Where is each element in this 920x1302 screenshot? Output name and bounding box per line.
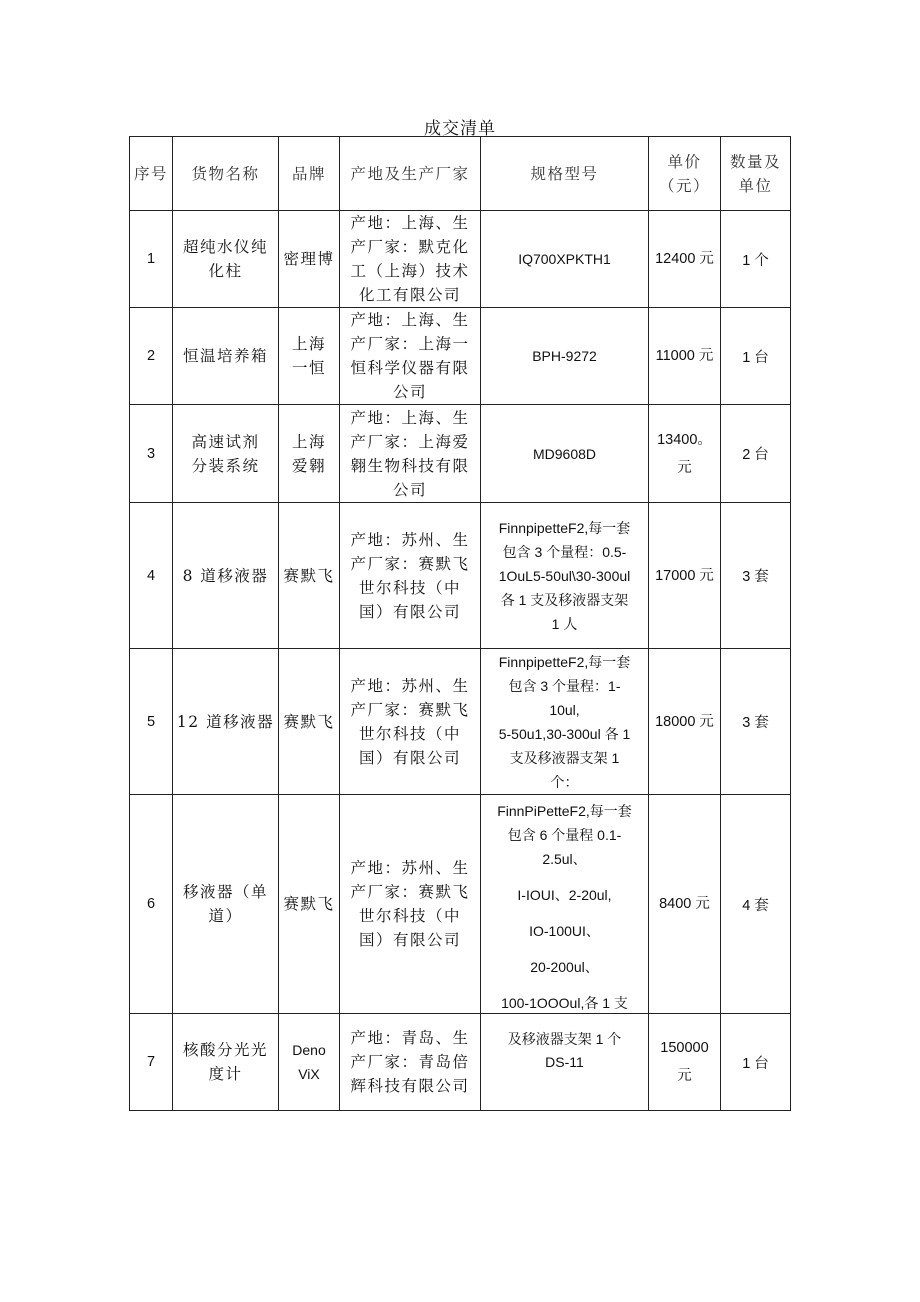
- cell-spec: [481, 503, 649, 649]
- spec-clip: [484, 799, 645, 1047]
- origin-line: 产地：苏州、生: [350, 859, 470, 877]
- origin-line: 产厂家：赛默飞: [350, 554, 470, 573]
- table-row: [130, 795, 791, 1014]
- name-line: 度计: [208, 1065, 243, 1083]
- cell-origin: [340, 795, 481, 1014]
- cell-name: [173, 211, 279, 308]
- origin-line: 产地：苏州、生: [350, 676, 470, 695]
- cell-index: 5: [130, 649, 173, 795]
- cell-name: [173, 1014, 279, 1111]
- cell-spec: [481, 795, 649, 1047]
- origin-line: 国）有限公司: [358, 602, 461, 621]
- header-origin: 产地及生产厂家: [340, 137, 481, 211]
- price-line: 元: [677, 1068, 692, 1084]
- spec-line: 及移液器支架 1 个: [507, 1031, 622, 1047]
- name-line: 12 道移液器: [176, 712, 275, 731]
- cell-origin: [340, 211, 481, 308]
- origin-line: 产厂家：青岛倍: [350, 1053, 470, 1071]
- origin-line: 世尔科技（中: [358, 907, 461, 925]
- cell-index: 4: [130, 503, 173, 649]
- spec-line: 包含 6 个量程 0.1-: [507, 827, 622, 843]
- origin-line: 产厂家：赛默飞: [350, 700, 470, 719]
- cell-name: [173, 308, 279, 405]
- name-line: 8 道移液器: [182, 566, 269, 585]
- origin-line: 产厂家：上海一: [350, 335, 470, 353]
- origin-line: 工（上海）技术: [350, 262, 470, 280]
- spec-line: 5-50u1,30-300ul 各 1: [498, 725, 631, 742]
- brand-line: ViX: [298, 1066, 320, 1082]
- brand-line: 赛默飞: [283, 712, 335, 731]
- table-row: [130, 405, 791, 503]
- name-line: 恒温培养箱: [182, 347, 268, 365]
- spec-line: 1 人: [551, 615, 578, 632]
- brand-line: 赛默飞: [283, 895, 335, 913]
- header-qty-unit: 单位: [738, 176, 773, 195]
- cell-name: [173, 795, 279, 1014]
- spec-line: IO-100UI、: [529, 923, 600, 939]
- header-qty-line: 数量及: [729, 152, 781, 171]
- spec-line: DS-11: [545, 1054, 584, 1070]
- deal-table: [129, 136, 791, 1111]
- origin-line: 化工有限公司: [358, 286, 461, 304]
- cell-index: 2: [130, 308, 173, 405]
- spec-line: FinnpipetteF2,每一套: [498, 519, 631, 536]
- cell-price: [649, 308, 721, 405]
- name-line: 高速试剂: [191, 432, 260, 451]
- spec-line: 10ul,: [549, 701, 580, 718]
- table-row: [130, 649, 791, 795]
- cell-name: [173, 405, 279, 503]
- brand-line: 上海: [291, 335, 326, 353]
- spec-line: FinnpipetteF2,每一套: [498, 653, 631, 670]
- origin-line: 产地：青岛、生: [350, 1029, 470, 1047]
- price-line: 11000 元: [655, 348, 714, 364]
- cell-brand: [279, 405, 340, 503]
- cell-price: [649, 649, 721, 795]
- cell-brand: [279, 795, 340, 1014]
- origin-line: 产地：苏州、生: [350, 530, 470, 549]
- cell-price: [649, 503, 721, 649]
- spec-line: 各 1 支及移液器支架: [500, 591, 629, 608]
- spec-line: IQ700XPKTH1: [518, 251, 611, 267]
- cell-spec: [481, 308, 649, 405]
- cell-index: 3: [130, 405, 173, 503]
- cell-index: 7: [130, 1014, 173, 1111]
- spec-line: BPH-9272: [532, 348, 597, 364]
- header-qty: [721, 137, 791, 211]
- cell-qty: 4 套: [721, 795, 791, 1014]
- price-line: 17000 元: [655, 567, 714, 584]
- price-line: 18000 元: [655, 713, 714, 730]
- origin-line: 公司: [392, 480, 427, 499]
- cell-price: [649, 1014, 721, 1111]
- origin-line: 产地：上海、生: [350, 214, 470, 232]
- spec-line: 包含 3 个量程：0.5-: [502, 543, 627, 560]
- cell-price: [649, 211, 721, 308]
- cell-index: 1: [130, 211, 173, 308]
- brand-line: 密理博: [283, 250, 335, 268]
- cell-qty: 1 台: [721, 308, 791, 405]
- price-line: 8400 元: [659, 896, 710, 912]
- price-line: 13400。: [657, 431, 712, 448]
- brand-line: 赛默飞: [283, 566, 335, 585]
- name-line: 超纯水仪纯: [182, 238, 268, 256]
- origin-line: 公司: [392, 383, 427, 401]
- cell-spec: [481, 649, 649, 795]
- cell-name: [173, 649, 279, 795]
- origin-line: 恒科学仪器有限: [350, 359, 470, 377]
- brand-line: 上海: [291, 432, 326, 451]
- cell-origin: [340, 308, 481, 405]
- cell-name: [173, 503, 279, 649]
- origin-line: 产厂家：默克化: [350, 238, 470, 256]
- cell-origin: [340, 1014, 481, 1111]
- cell-origin: [340, 649, 481, 795]
- origin-line: 产地：上海、生: [350, 311, 470, 329]
- origin-line: 产厂家：上海爱: [350, 432, 470, 451]
- spec-line: 支及移液器支架 1: [509, 749, 620, 766]
- spec-line: MD9608D: [532, 445, 597, 462]
- table-header-row: [130, 137, 791, 211]
- table-row: [130, 1014, 791, 1111]
- spec-line: 个：: [550, 773, 579, 790]
- cell-brand: [279, 308, 340, 405]
- brand-line: 一恒: [291, 359, 326, 377]
- cell-spec: [481, 211, 649, 308]
- header-price-line: 单价: [667, 152, 702, 171]
- cell-price: [649, 795, 721, 1014]
- origin-line: 世尔科技（中: [358, 724, 461, 743]
- price-line: 元: [677, 459, 692, 476]
- origin-line: 翱生物科技有限: [350, 456, 470, 475]
- cell-brand: [279, 649, 340, 795]
- price-line: 12400 元: [655, 251, 714, 267]
- spec-line: 包含 3 个量程：1-: [508, 677, 621, 694]
- origin-line: 世尔科技（中: [358, 578, 461, 597]
- name-line: 核酸分光光: [182, 1041, 268, 1059]
- header-brand: 品牌: [279, 137, 340, 211]
- document-title: 成交清单: [424, 119, 496, 139]
- cell-price: [649, 405, 721, 503]
- name-line: 道）: [208, 907, 243, 925]
- origin-line: 辉科技有限公司: [350, 1077, 470, 1095]
- cell-qty: 1 台: [721, 1014, 791, 1111]
- cell-qty: 2 台: [721, 405, 791, 503]
- table-row: [130, 211, 791, 308]
- origin-line: 国）有限公司: [358, 931, 461, 949]
- spec-line: 100-1OOOul,各 1 支: [501, 995, 628, 1011]
- spec-line: I-IOUI、2-20ul,: [517, 887, 612, 903]
- spec-line: 2.5ul、: [542, 851, 587, 867]
- table-row: [130, 503, 791, 649]
- origin-line: 产地：上海、生: [350, 408, 470, 427]
- cell-qty: 3 套: [721, 649, 791, 795]
- cell-index: 6: [130, 795, 173, 1014]
- spec-line: 1OuL5-50ul\30-300ul: [498, 567, 631, 584]
- name-line: 化柱: [208, 262, 243, 280]
- table-row: [130, 308, 791, 405]
- cell-origin: [340, 405, 481, 503]
- name-line: 分装系统: [191, 456, 260, 475]
- header-name: 货物名称: [173, 137, 279, 211]
- origin-line: 国）有限公司: [358, 748, 461, 767]
- cell-qty: 1 个: [721, 211, 791, 308]
- header-index: 序号: [130, 137, 173, 211]
- header-price-unit: （元）: [658, 176, 710, 195]
- price-line: 150000: [660, 1040, 709, 1056]
- cell-origin: [340, 503, 481, 649]
- header-spec: 规格型号: [481, 137, 649, 211]
- brand-line: 爱翱: [291, 456, 326, 475]
- name-line: 移液器（单: [182, 883, 268, 901]
- origin-line: 产厂家：赛默飞: [350, 883, 470, 901]
- spec-line: FinnPiPetteF2,每一套: [497, 803, 632, 819]
- cell-qty: 3 套: [721, 503, 791, 649]
- brand-line: Deno: [292, 1042, 326, 1058]
- header-price: [649, 137, 721, 211]
- spec-line: 20-200ul、: [530, 959, 599, 975]
- cell-brand: [279, 1014, 340, 1111]
- cell-spec: [481, 405, 649, 503]
- cell-brand: [279, 211, 340, 308]
- cell-brand: [279, 503, 340, 649]
